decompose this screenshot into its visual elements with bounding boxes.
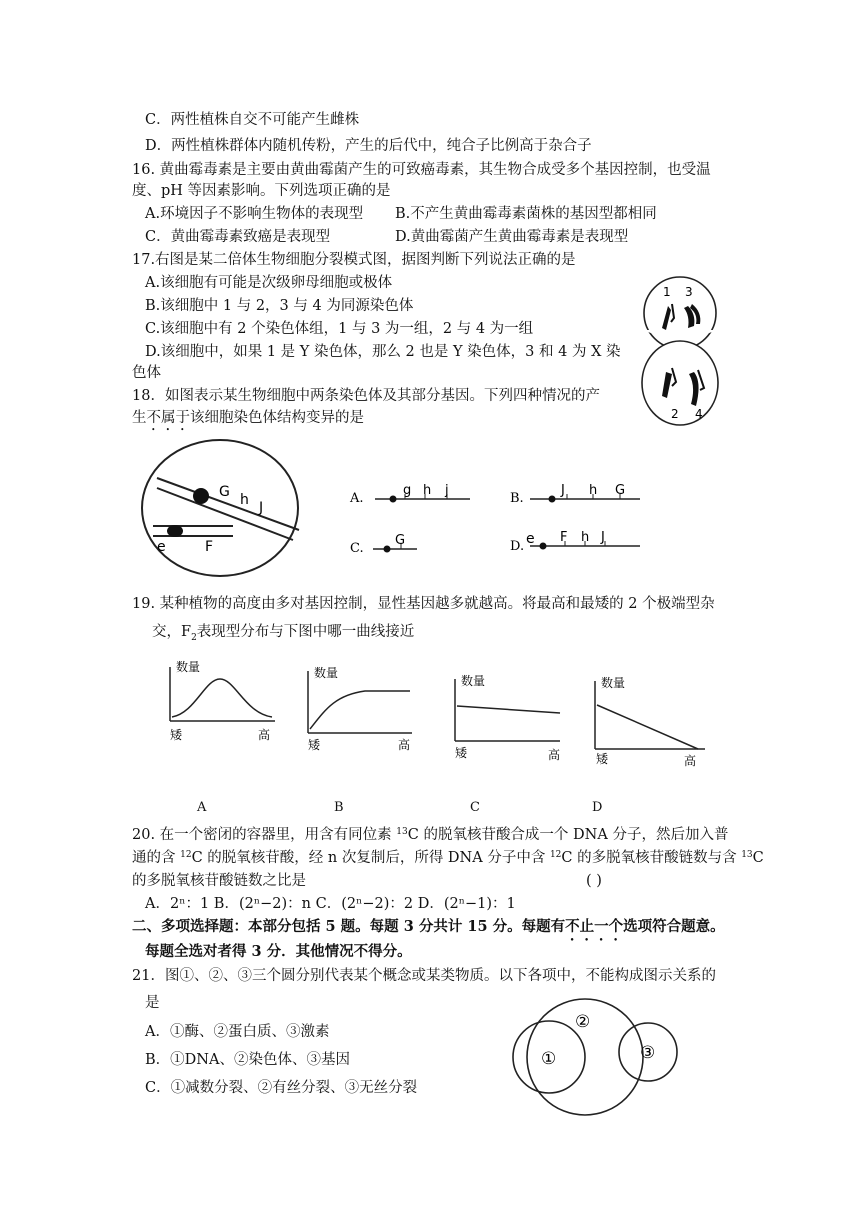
- q16-option-a: A.环境因子不影响生物体的表现型: [145, 206, 364, 222]
- answer-paren: ( ): [586, 873, 602, 889]
- q16-option-b: B.不产生黄曲霉毒素菌株的基因型都相同: [395, 206, 657, 222]
- q20-stem-cont2: 的多脱氧核苷酸链数之比是: [132, 873, 306, 889]
- q21-option-c: C．①减数分裂、②有丝分裂、③无丝分裂: [145, 1080, 418, 1096]
- graph-choice-b: B: [334, 800, 344, 815]
- option-b-letter: B.: [510, 491, 524, 506]
- chromosome-label-4: 4: [695, 407, 703, 421]
- q20-stem: 20. 在一个密闭的容器里，用含有同位素 $^{13}$C 的脱氧核苷酸合成一个 DNA 分子，然后加入普: [132, 827, 729, 843]
- gene-J: J: [259, 500, 264, 516]
- emphasis-text: 不止一个: [565, 918, 624, 935]
- q20-stem-cont: 通的含 $^{12}$C 的脱氧核苷酸，经 n 次复制后，所得 DNA 分子中含 $^{12}$C 的多脱氧核苷酸链数与含 $^{13}$C: [132, 850, 764, 866]
- option-c-letter: C.: [350, 541, 364, 556]
- option-d-gene-h: h: [581, 530, 590, 545]
- graph-c: [455, 673, 560, 762]
- emphasis-text: 不属于: [146, 410, 190, 426]
- q17-option-c: C.该细胞中有 2 个染色体组，1 与 3 为一组，2 与 4 为一组: [145, 321, 534, 337]
- option-d-gene-F: F: [560, 530, 568, 545]
- cell-division-figure: [636, 270, 726, 430]
- q17-option-b: B.该细胞中 1 与 2，3 与 4 为同源染色体: [145, 298, 414, 314]
- q15-option-c: C．两性植株自交不可能产生雌株: [145, 112, 360, 128]
- option-d-letter: D.: [510, 539, 525, 554]
- option-a-gene-g: g: [403, 483, 412, 498]
- graph-a-xlow: 矮: [170, 728, 183, 742]
- q17-option-d: D.该细胞中，如果 1 是 Y 染色体，那么 2 也是 Y 染色体，3 和 4 为 X 染: [145, 344, 621, 360]
- option-b-gene-J: J: [561, 483, 565, 498]
- graph-b-xlow: 矮: [308, 738, 321, 752]
- q15-option-d: D．两性植株群体内随机传粉，产生的后代中，纯合子比例高于杂合子: [145, 138, 592, 154]
- graph-a-xhigh: 高: [258, 728, 271, 742]
- graph-d: [595, 675, 705, 768]
- gene-h: h: [240, 492, 249, 508]
- chromosome-gene-figure: [135, 436, 775, 586]
- graph-d-ylabel: 数量: [601, 676, 626, 690]
- q17-stem: 17.右图是某二倍体生物细胞分裂模式图，据图判断下列说法正确的是: [132, 252, 576, 268]
- graph-d-xlow: 矮: [596, 752, 609, 766]
- option-d-gene-e: e: [526, 531, 535, 547]
- q16-option-c: C．黄曲霉毒素致癌是表现型: [145, 229, 331, 245]
- option-a-gene-j: j: [445, 483, 449, 498]
- graph-b-xhigh: 高: [398, 738, 411, 752]
- chromosome-label-2: 2: [671, 407, 679, 421]
- q16-stem: 16. 黄曲霉毒素是主要由黄曲霉菌产生的可致癌毒素，其生物合成受多个基因控制，也受温: [132, 162, 711, 178]
- q17-option-d-cont: 色体: [132, 365, 161, 381]
- q17-option-a: A.该细胞有可能是次级卵母细胞或极体: [145, 275, 393, 291]
- circle-label-2: ②: [575, 1012, 591, 1032]
- q19-stem-cont: 交，$F_2$表现型分布与下图中哪一曲线接近: [152, 624, 415, 643]
- q21-option-b: B．①DNA、②染色体、③基因: [145, 1052, 350, 1068]
- q19-stem: 19. 某种植物的高度由多对基因控制，显性基因越多就越高。将最高和最矮的 2 个极端型杂: [132, 596, 715, 612]
- option-a-letter: A.: [350, 491, 364, 506]
- section-2-heading-cont: 每题全选对者得 3 分．其他情况不得分。: [145, 943, 412, 960]
- graph-a: [170, 659, 275, 742]
- graph-c-ylabel: 数量: [461, 674, 486, 688]
- q21-option-a: A．①酶、②蛋白质、③激素: [145, 1024, 330, 1040]
- graph-choice-d: D: [592, 800, 603, 815]
- graph-a-ylabel: 数量: [176, 660, 201, 674]
- chromosome-label-3: 3: [685, 285, 693, 299]
- graph-choice-c: C: [470, 800, 480, 815]
- section-2-heading: 二、多项选择题：本部分包括 5 题。每题 3 分共计 15 分。每题有不止一个选项符合题意。: [132, 918, 725, 935]
- graph-choice-a: A: [197, 800, 207, 815]
- graph-b-ylabel: 数量: [314, 666, 339, 680]
- option-c-gene-G: G: [395, 533, 406, 548]
- q16-stem-cont: 度、pH 等因素影响。下列选项正确的是: [132, 183, 391, 199]
- height-distribution-graphs: [160, 655, 720, 770]
- q21-stem: 21．图①、②、③三个圆分别代表某个概念或某类物质。以下各项中，不能构成图示关系的: [132, 968, 716, 984]
- option-b-gene-G: G: [615, 483, 626, 498]
- q16-option-d: D.黄曲霉菌产生黄曲霉毒素是表现型: [395, 229, 629, 245]
- option-b-gene-h: h: [589, 483, 598, 498]
- q21-stem-cont: 是: [145, 995, 160, 1011]
- graph-c-xlow: 矮: [455, 746, 468, 760]
- chromosome-label-1: 1: [663, 285, 671, 299]
- concept-circles-figure: [505, 995, 685, 1120]
- gene-G: G: [219, 484, 230, 500]
- gene-e: e: [157, 539, 166, 555]
- q20-options: A．2ⁿ：1 B．(2ⁿ−2)：n C．(2ⁿ−2)：2 D．(2ⁿ−1)：1: [145, 896, 516, 912]
- graph-b: [308, 665, 412, 752]
- option-a-gene-h: h: [423, 483, 432, 498]
- circle-label-1: ①: [541, 1049, 557, 1069]
- circle-label-3: ③: [640, 1043, 656, 1063]
- q18-stem-cont: 生不属于该细胞染色体结构变异的是: [132, 410, 364, 426]
- graph-c-xhigh: 高: [548, 748, 561, 762]
- q18-stem: 18．如图表示某生物细胞中两条染色体及其部分基因。下列四种情况的产: [132, 388, 600, 404]
- gene-F: F: [205, 539, 214, 555]
- graph-d-xhigh: 高: [684, 754, 697, 768]
- option-d-gene-J: J: [601, 530, 605, 545]
